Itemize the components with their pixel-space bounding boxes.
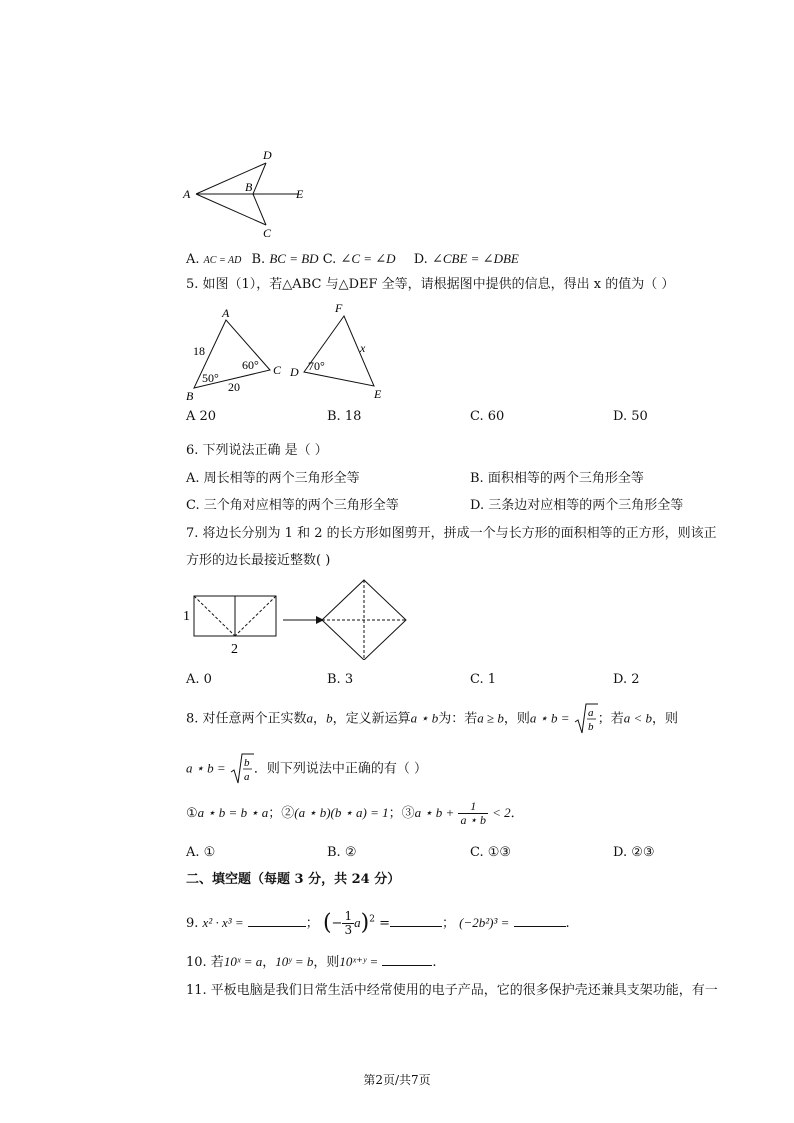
q4-label-e: E <box>296 187 304 201</box>
q5-option-c: C. 60 <box>470 409 505 424</box>
q5-angle-d: 70° <box>308 359 325 373</box>
section2-title: 二、填空题（每题 3 分，共 24 分） <box>186 872 401 887</box>
q8-line2: a ⋆ b = b a ．则下列说法中正确的有（ ） <box>186 752 427 786</box>
q9-line: 9. x² · x³ = ； (− $\frac{1}{3}$ a)$^2$ = ； (−2b²)³ = . <box>186 909 570 937</box>
q10-line: 10. 若10ˣ = a，10ʸ = b，则10ˣ⁺ʸ = . <box>186 954 437 970</box>
q8-s3-fraction: $\frac{1}{a ⋆ b}$ <box>460 799 486 827</box>
q6-option-b: B. 面积相等的两个三角形全等 <box>470 471 644 486</box>
q7-side-1: 1 <box>183 609 190 624</box>
page-number: 第2页/共7页 <box>363 1073 431 1087</box>
q8-sqrt-a-over-b <box>574 702 598 736</box>
q5-option-d: D. 50 <box>613 409 648 424</box>
q9-fraction: $\frac{1}{3}$ <box>344 909 353 937</box>
q4-option-d-letter: D. <box>413 252 428 267</box>
q8-option-a: A. ① <box>186 845 216 860</box>
svg-text:a: a <box>243 771 250 783</box>
q5-side-x: x <box>360 341 366 355</box>
q4-label-a: A <box>183 187 191 201</box>
q4-option-b-expr: BC = BD <box>269 251 319 266</box>
q5-angle-c: 60° <box>242 358 259 372</box>
q7-option-d: D. 2 <box>613 672 640 687</box>
q5-figure <box>184 300 394 402</box>
q6-option-c: C. 三个角对应相等的两个三角形全等 <box>186 498 399 513</box>
q5-side-bc: 20 <box>228 380 240 394</box>
q4-option-a-expr: AC = AD <box>203 255 242 266</box>
q5-label-c: C <box>273 363 282 377</box>
q5-stem: 5. 如图（1），若△ABC 与△DEF 全等，请根据图中提供的信息，得出 x 的值为（ ） <box>186 277 675 292</box>
q4-option-c-expr: ∠C = ∠D <box>340 251 396 266</box>
q5-label-b: B <box>186 389 194 402</box>
q6-stem: 6. 下列说法正确 是（ ） <box>186 443 328 458</box>
q4-option-c-letter: C. <box>322 252 337 267</box>
q4-option-a-letter: A. <box>186 252 200 267</box>
q7-stem-line1: 7. 将边长分别为 1 和 2 的长方形如图剪开，拼成一个与长方形的面积相等的正方形，则该正 <box>186 526 717 541</box>
q5-option-b: B. 18 <box>327 409 362 424</box>
q7-stem-line2: 方形的边长最接近整数( ) <box>186 553 331 568</box>
q10-blank[interactable] <box>382 965 432 966</box>
q9-blank-3[interactable] <box>514 926 566 927</box>
q4-label-d: D <box>263 148 272 162</box>
svg-text:b: b <box>587 721 594 733</box>
q5-angle-b: 50° <box>202 371 219 385</box>
q8-option-b: B. ② <box>327 845 357 860</box>
q4-option-b-letter: B. <box>251 252 266 267</box>
q11-stem: 11. 平板电脑是我们日常生活中经常使用的电子产品，它的很多保护壳还兼具支架功能，有一 <box>186 983 718 998</box>
q9-blank-1[interactable] <box>248 926 306 927</box>
q8-sqrt-b-over-a <box>230 752 254 786</box>
q7-figure <box>180 578 412 660</box>
q6-option-a: A. 周长相等的两个三角形全等 <box>186 471 360 486</box>
q8-option-c: C. ①③ <box>470 845 512 860</box>
q5-side-ab: 18 <box>193 344 205 358</box>
q9-blank-2[interactable] <box>390 926 442 927</box>
q7-option-c: C. 1 <box>470 672 497 687</box>
q5-label-e: E <box>374 387 382 401</box>
q7-option-b: B. 3 <box>327 672 354 687</box>
q7-side-2: 2 <box>231 642 238 657</box>
q4-label-c: C <box>263 226 272 239</box>
q5-label-d: D <box>290 365 299 379</box>
q4-figure <box>180 147 320 239</box>
q8-statements: ①a ⋆ b = b ⋆ a；②(a ⋆ b)(b ⋆ a) = 1；③a ⋆ b + $\frac{1}{a ⋆ b}$ < 2． <box>186 799 524 827</box>
q4-options <box>186 250 519 270</box>
q4-label-b: B <box>245 180 253 194</box>
q5-label-f: F <box>335 301 343 315</box>
q5-option-a: A 20 <box>186 409 217 424</box>
q4-option-d-expr: ∠CBE = ∠DBE <box>431 251 519 266</box>
q8-line1: 8. 对任意两个正实数a，b，定义新运算a ⋆ b为：若a ≥ b，则a ⋆ b = a b ；若a < b，则 <box>186 702 678 736</box>
svg-text:b: b <box>243 757 250 769</box>
q7-option-a: A. 0 <box>186 672 212 687</box>
q6-option-d: D. 三条边对应相等的两个三角形全等 <box>470 498 684 513</box>
q5-label-a: A <box>222 306 230 320</box>
svg-text:a: a <box>587 707 594 719</box>
q8-option-d: D. ②③ <box>613 845 655 860</box>
